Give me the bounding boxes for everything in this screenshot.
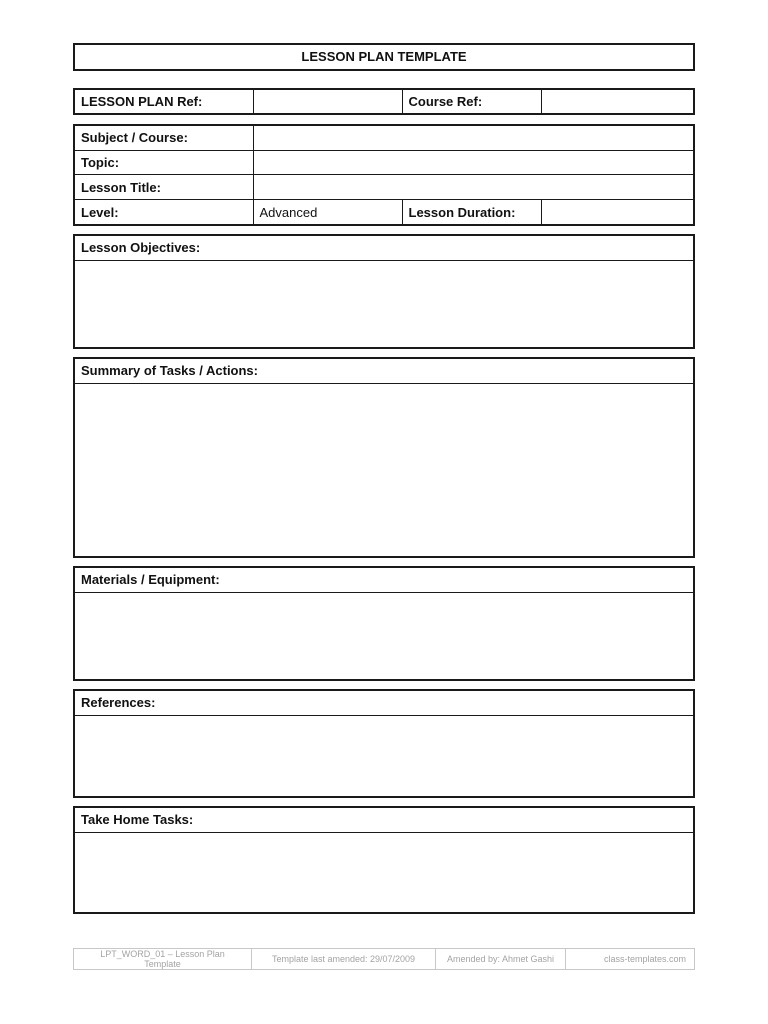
summary-heading: Summary of Tasks / Actions:: [75, 359, 693, 384]
take-home-section: [73, 806, 695, 914]
materials-section: [73, 566, 695, 681]
subject-field[interactable]: [253, 126, 693, 150]
references-section: [73, 689, 695, 798]
title-box: [73, 43, 695, 71]
materials-field[interactable]: [75, 593, 693, 679]
lesson-plan-ref-label: LESSON PLAN Ref:: [75, 90, 253, 113]
level-field[interactable]: Advanced: [253, 200, 402, 224]
footer-amended-date: Template last amended: 29/07/2009: [252, 949, 436, 969]
lesson-plan-ref-field[interactable]: [253, 90, 402, 113]
page-title: LESSON PLAN TEMPLATE: [301, 49, 467, 64]
lesson-title-label: Lesson Title:: [75, 175, 253, 200]
references-heading: References:: [75, 691, 693, 716]
footer-amended-by: Amended by: Ahmet Gashi: [436, 949, 566, 969]
ref-row-box: [73, 88, 695, 115]
subject-label: Subject / Course:: [75, 126, 253, 150]
level-label: Level:: [75, 200, 253, 224]
summary-section: [73, 357, 695, 558]
summary-field[interactable]: [75, 384, 693, 556]
lesson-title-field[interactable]: [253, 175, 693, 200]
materials-heading: Materials / Equipment:: [75, 568, 693, 593]
footer: [73, 948, 695, 970]
take-home-field[interactable]: [75, 833, 693, 912]
objectives-section: [73, 234, 695, 349]
ref-row-table: [75, 90, 693, 113]
objectives-field[interactable]: [75, 261, 693, 347]
lesson-duration-label: Lesson Duration:: [402, 200, 541, 224]
topic-field[interactable]: [253, 150, 693, 175]
objectives-heading: Lesson Objectives:: [75, 236, 693, 261]
details-table: [75, 126, 693, 224]
footer-site: class-templates.com: [603, 954, 686, 964]
course-ref-field[interactable]: [541, 90, 693, 113]
course-ref-label: Course Ref:: [402, 90, 541, 113]
footer-doc-id: LPT_WORD_01 – Lesson Plan Template: [74, 949, 252, 969]
references-field[interactable]: [75, 716, 693, 796]
topic-label: Topic:: [75, 150, 253, 175]
take-home-heading: Take Home Tasks:: [75, 808, 693, 833]
details-box: [73, 124, 695, 226]
lesson-duration-field[interactable]: [541, 200, 693, 224]
